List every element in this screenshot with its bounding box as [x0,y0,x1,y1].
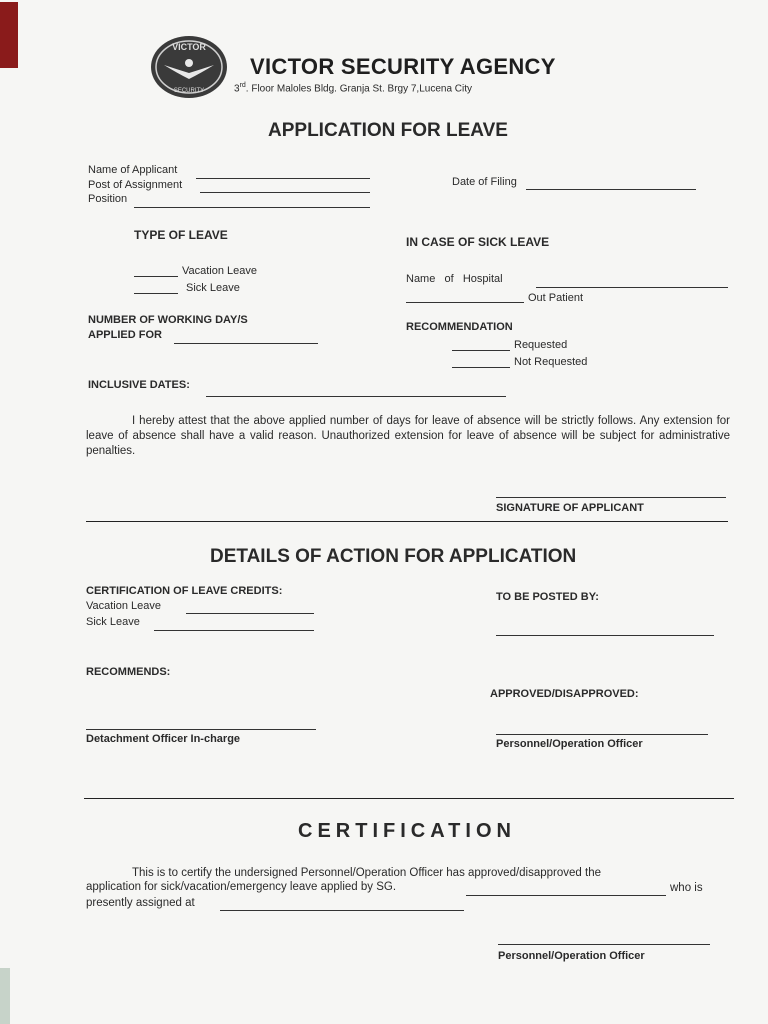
scan-edge-mark [0,2,18,68]
detachment-signature-field[interactable] [86,729,316,730]
credit-sick-field[interactable] [154,630,314,631]
post-field[interactable] [200,192,370,193]
vacation-check-field[interactable] [134,276,178,277]
attest-paragraph: I hereby attest that the above applied number of days for leave of absence will be strictly follows. Any extension for leave of absence shall have a valid reason. Unauthorized extension for leave of absence will be subject for administrative penalties. [86,415,730,457]
not-requested-label: Not Requested [514,356,588,368]
post-label: Post of Assignment [88,179,183,191]
posted-field[interactable] [496,635,714,636]
certification-title: CERTIFICATION [298,820,516,842]
agency-name: VICTOR SECURITY AGENCY [250,54,556,79]
not-requested-field[interactable] [452,367,510,368]
hospital-field[interactable] [536,287,728,288]
cert-line-4: presently assigned at [86,897,195,909]
recommendation-heading: RECOMMENDATION [406,321,513,333]
requested-field[interactable] [452,350,510,351]
cert-line-1: This is to certify the undersigned Personnel/Operation Officer has approved/disapproved the [132,867,602,879]
section-divider-2 [84,798,734,799]
outpatient-label: Out Patient [528,292,584,304]
sick-check-field[interactable] [134,293,178,294]
credits-label: CERTIFICATION OF LEAVE CREDITS: [86,585,283,597]
outpatient-field[interactable] [406,302,524,303]
cert-signature-field[interactable] [498,944,710,945]
sick-label: Sick Leave [186,282,240,294]
sick-heading: IN CASE OF SICK LEAVE [406,235,550,249]
personnel-signature-field[interactable] [496,734,708,735]
date-label: Date of Filing [452,176,517,188]
name-label: Name of Applicant [88,164,178,176]
posted-label: TO BE POSTED BY: [496,591,599,603]
form-title: APPLICATION FOR LEAVE [268,120,508,141]
credit-vacation-label: Vacation Leave [86,600,162,612]
requested-label: Requested [514,339,568,351]
agency-address: 3rd. Floor Maloles Bldg. Granja St. Brgy 7,Lucena City [234,82,473,95]
vacation-label: Vacation Leave [182,265,258,277]
position-label: Position [88,193,128,205]
scan-edge-mark-bottom [0,968,10,1024]
credit-sick-label: Sick Leave [86,616,140,628]
agency-logo-icon [150,35,228,99]
personnel-label: Personnel/Operation Officer [496,738,643,750]
approved-label: APPROVED/DISAPPROVED: [490,688,639,700]
credit-vacation-field[interactable] [186,613,314,614]
cert-line-3: who is [670,882,703,894]
logo-text-bottom: SECURITY [173,88,205,94]
inclusive-field[interactable] [206,396,506,397]
signature-field[interactable] [496,497,726,498]
action-title: DETAILS OF ACTION FOR APPLICATION [210,546,577,567]
signature-label: SIGNATURE OF APPLICANT [496,502,644,514]
logo-text-top: VICTOR [172,42,206,52]
cert-signature-label: Personnel/Operation Officer [498,950,645,962]
type-heading: TYPE OF LEAVE [134,228,228,242]
sg-name-field[interactable] [466,895,666,896]
detachment-label: Detachment Officer In-charge [86,733,241,745]
inclusive-label: INCLUSIVE DATES: [88,379,190,391]
name-field[interactable] [196,178,370,179]
days-field[interactable] [174,343,318,344]
recommends-label: RECOMMENDS: [86,666,171,678]
hospital-label: Name of Hospital [406,273,503,285]
days-label-1: NUMBER OF WORKING DAY/S [88,314,248,326]
cert-line-2: application for sick/vacation/emergency leave applied by SG. [86,881,397,893]
position-field[interactable] [134,207,370,208]
date-field[interactable] [526,189,696,190]
assignment-field[interactable] [220,910,464,911]
days-label-2: APPLIED FOR [88,329,162,341]
section-divider [86,521,728,522]
